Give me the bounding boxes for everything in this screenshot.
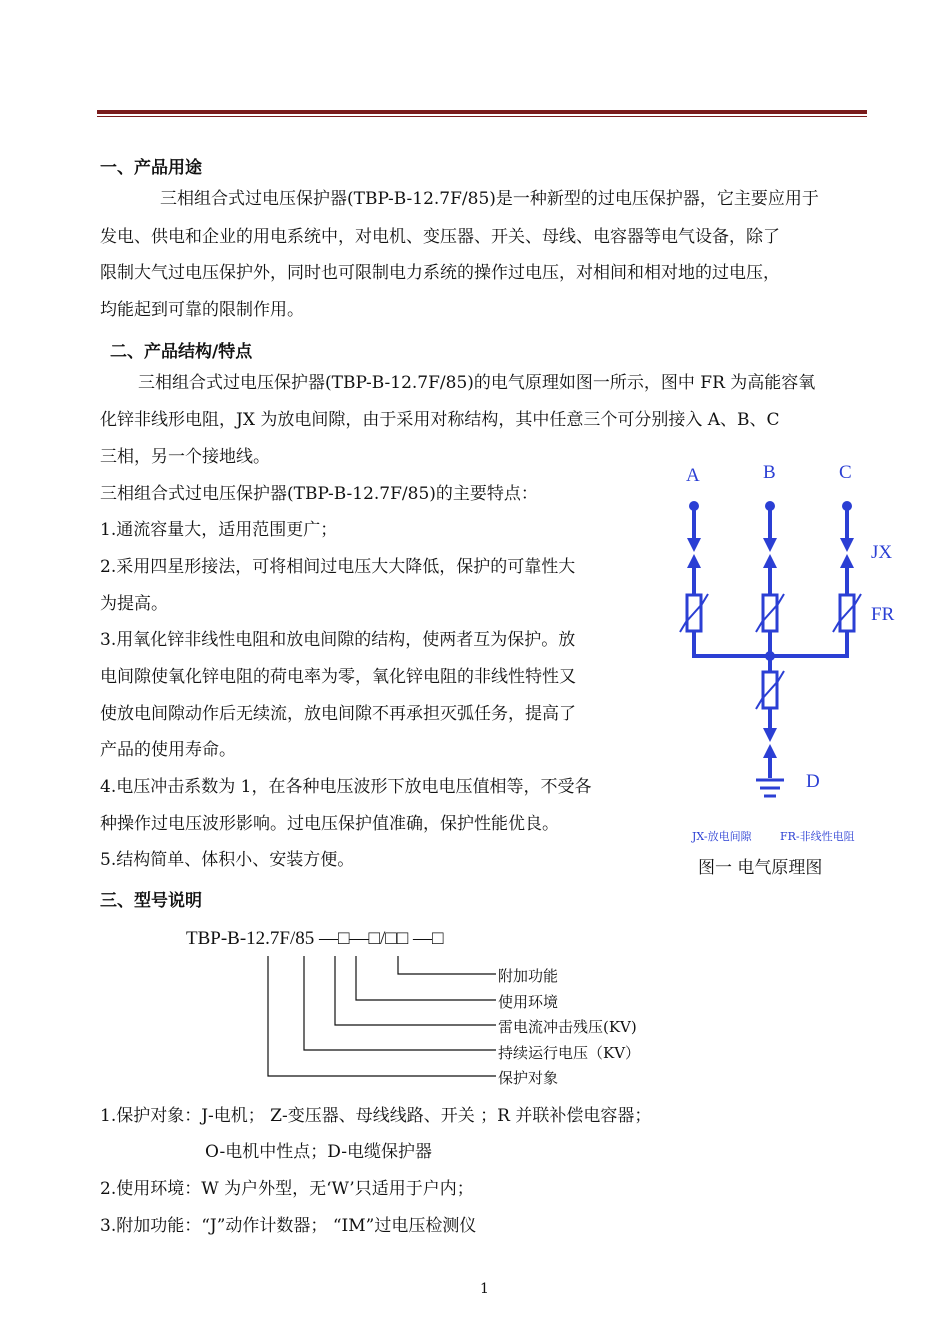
section2-heading: 二、产品结构/特点	[110, 342, 253, 362]
phase-a-label: A	[686, 465, 700, 486]
model-item: 保护对象	[498, 1069, 559, 1087]
feature-line: 3.用氧化锌非线性电阻和放电间隙的结构，使两者互为保护。放	[100, 630, 576, 650]
model-code: TBP-B-12.7F/85 —□—□/□□ —□	[186, 928, 444, 949]
header-rule	[97, 110, 867, 114]
feature-line: 种操作过电压波形影响。过电压保护值准确，保护性能优良。	[100, 814, 559, 834]
section3-heading: 三、型号说明	[100, 891, 202, 911]
phase-c-label: C	[839, 462, 852, 483]
section1-line: 均能起到可靠的限制作用。	[100, 300, 304, 320]
model-note: 1.保护对象：J-电机； Z-变压器、母线线路、开关 ；R 并联补偿电容器；	[100, 1106, 652, 1126]
feature-line: 1.通流容量大，适用范围更广；	[100, 520, 338, 540]
section1-line: 发电、供电和企业的用电系统中，对电机、变压器、开关、母线、电容器等电气设备，除了	[100, 227, 780, 247]
legend-fr: FR-非线性电阻	[780, 830, 855, 843]
feature-line: 产品的使用寿命。	[100, 740, 236, 760]
section1-heading: 一、产品用途	[100, 158, 202, 178]
model-bracket-lines	[260, 950, 500, 1082]
figure-caption: 图一 电气原理图	[698, 858, 823, 878]
header-rule-thin	[97, 116, 867, 117]
feature-line: 使放电间隙动作后无续流，放电间隙不再承担灭弧任务，提高了	[100, 704, 576, 724]
section2-line: 三相组合式过电压保护器(TBP-B-12.7F/85)的主要特点：	[100, 484, 538, 504]
feature-line: 4.电压冲击系数为 1，在各种电压波形下放电电压值相等，不受各	[100, 777, 592, 797]
feature-line: 为提高。	[100, 594, 168, 614]
ground-label: D	[806, 771, 820, 792]
model-item: 持续运行电压（KV）	[498, 1044, 641, 1062]
section2-line: 化锌非线形电阻，JX 为放电间隙，由于采用对称结构，其中任意三个可分别接入 A、B、C	[100, 410, 780, 430]
feature-line: 5.结构简单、体积小、安装方便。	[100, 850, 355, 870]
section2-line: 三相组合式过电压保护器(TBP-B-12.7F/85)的电气原理如图一所示，图中 FR 为高能容氧	[138, 373, 816, 393]
jx-label: JX	[871, 542, 893, 563]
feature-line: 电间隙使氧化锌电阻的荷电率为零，氧化锌电阻的非线性特性又	[100, 667, 576, 687]
section2-line: 三相，另一个接地线。	[100, 447, 270, 467]
model-item: 使用环境	[498, 993, 559, 1011]
model-note: 2.使用环境：W 为户外型，无‘W’只适用于户内；	[100, 1179, 474, 1199]
section1-line: 限制大气过电压保护外，同时也可限制电力系统的操作过电压，对相间和相对地的过电压，	[100, 263, 780, 283]
phase-b-label: B	[763, 462, 776, 483]
electrical-diagram	[660, 490, 900, 820]
legend-jx: JX-放电间隙	[692, 830, 752, 843]
page-number: 1	[480, 1281, 489, 1297]
fr-label: FR	[871, 604, 895, 625]
model-note: 3.附加功能：“J”动作计数器； “IM”过电压检测仪	[100, 1216, 477, 1236]
section1-line: 三相组合式过电压保护器(TBP-B-12.7F/85)是一种新型的过电压保护器，它主要应用于	[160, 189, 819, 209]
model-note: O-电机中性点；D-电缆保护器	[205, 1142, 432, 1162]
model-item: 附加功能	[498, 967, 559, 985]
model-item: 雷电流冲击残压(KV)	[498, 1018, 637, 1036]
feature-line: 2.采用四星形接法，可将相间过电压大大降低，保护的可靠性大	[100, 557, 576, 577]
